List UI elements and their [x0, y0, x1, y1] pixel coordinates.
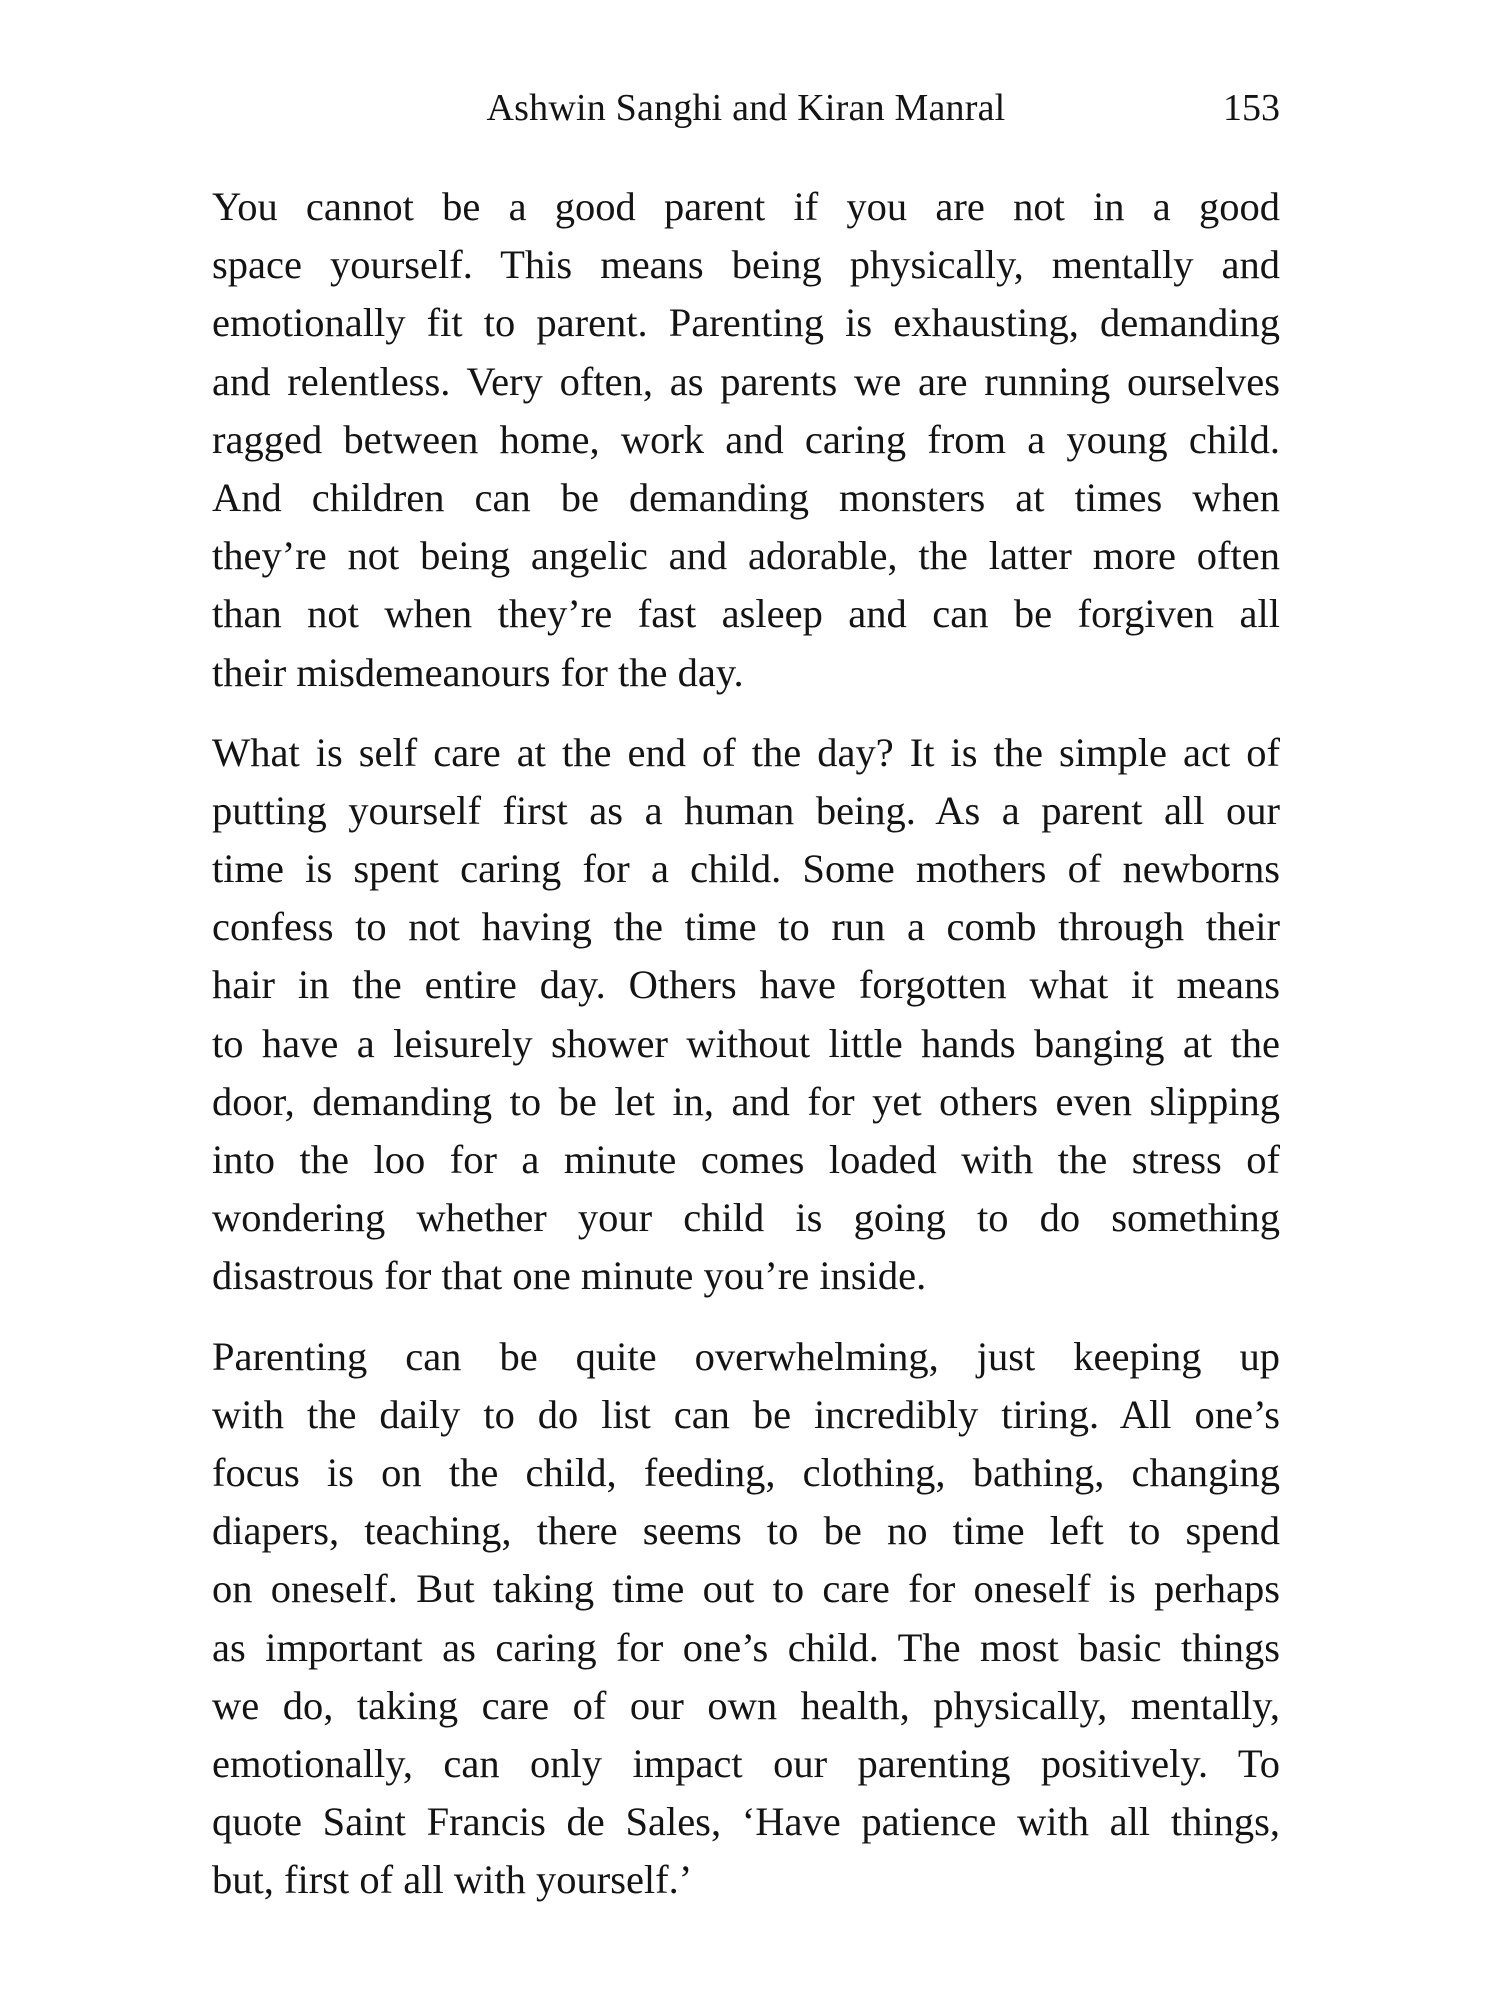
- text-line: to have a leisurely shower without little hands banging at the: [212, 1020, 1280, 1066]
- text-line: they’re not being angelic and adorable, the latter more often: [212, 533, 1280, 579]
- text-line: diapers, teaching, there seems to be no time left to spend: [212, 1508, 1280, 1554]
- text-line: ragged between home, work and caring from a young child.: [212, 416, 1280, 462]
- text-line: than not when they’re fast asleep and can be forgiven all: [212, 591, 1280, 637]
- running-title: Ashwin Sanghi and Kiran Manral: [486, 87, 1006, 129]
- text-line: emotionally fit to parent. Parenting is exhausting, demanding: [212, 300, 1280, 346]
- text-line: door, demanding to be let in, and for yet others even slipping: [212, 1078, 1280, 1124]
- text-line: time is spent caring for a child. Some mothers of newborns: [212, 846, 1280, 892]
- text-line: What is self care at the end of the day? It is the simple act of: [212, 729, 1280, 775]
- paragraph-3: [212, 1328, 1280, 1910]
- text-line: focus is on the child, feeding, clothing, bathing, changing: [212, 1449, 1280, 1495]
- text-line: we do, taking care of our own health, physically, mentally,: [212, 1682, 1280, 1728]
- text-line: And children can be demanding monsters at times when: [212, 474, 1280, 520]
- text-line: as important as caring for one’s child. The most basic things: [212, 1624, 1280, 1670]
- text-line: quote Saint Francis de Sales, ‘Have patience with all things,: [212, 1799, 1280, 1845]
- text-line: with the daily to do list can be incredibly tiring. All one’s: [212, 1391, 1280, 1437]
- paragraph-2: [212, 724, 1280, 1306]
- text-line: disastrous for that one minute you’re inside.: [212, 1253, 927, 1299]
- text-line: space yourself. This means being physically, mentally and: [212, 242, 1280, 288]
- text-line: wondering whether your child is going to do something: [212, 1195, 1280, 1241]
- running-head: [212, 78, 1280, 138]
- text-line: their misdemeanours for the day.: [212, 649, 744, 695]
- text-line: into the loo for a minute comes loaded with the stress of: [212, 1137, 1280, 1182]
- body-text: [212, 178, 1280, 1931]
- text-line: emotionally, can only impact our parenting positively. To: [212, 1740, 1280, 1786]
- text-line: on oneself. But taking time out to care for oneself is perhaps: [212, 1566, 1280, 1612]
- text-line: Parenting can be quite overwhelming, just keeping up: [212, 1333, 1280, 1379]
- text-line: and relentless. Very often, as parents we are running ourselves: [212, 358, 1280, 404]
- text-line: putting yourself first as a human being. As a parent all our: [212, 787, 1280, 833]
- text-line: confess to not having the time to run a comb through their: [212, 904, 1280, 950]
- page-number: 153: [1223, 87, 1280, 129]
- text-line: but, first of all with yourself.’: [212, 1857, 693, 1903]
- text-line: hair in the entire day. Others have forgotten what it means: [212, 962, 1280, 1008]
- paragraph-1: [212, 178, 1280, 702]
- text-line: You cannot be a good parent if you are not in a good: [212, 184, 1280, 229]
